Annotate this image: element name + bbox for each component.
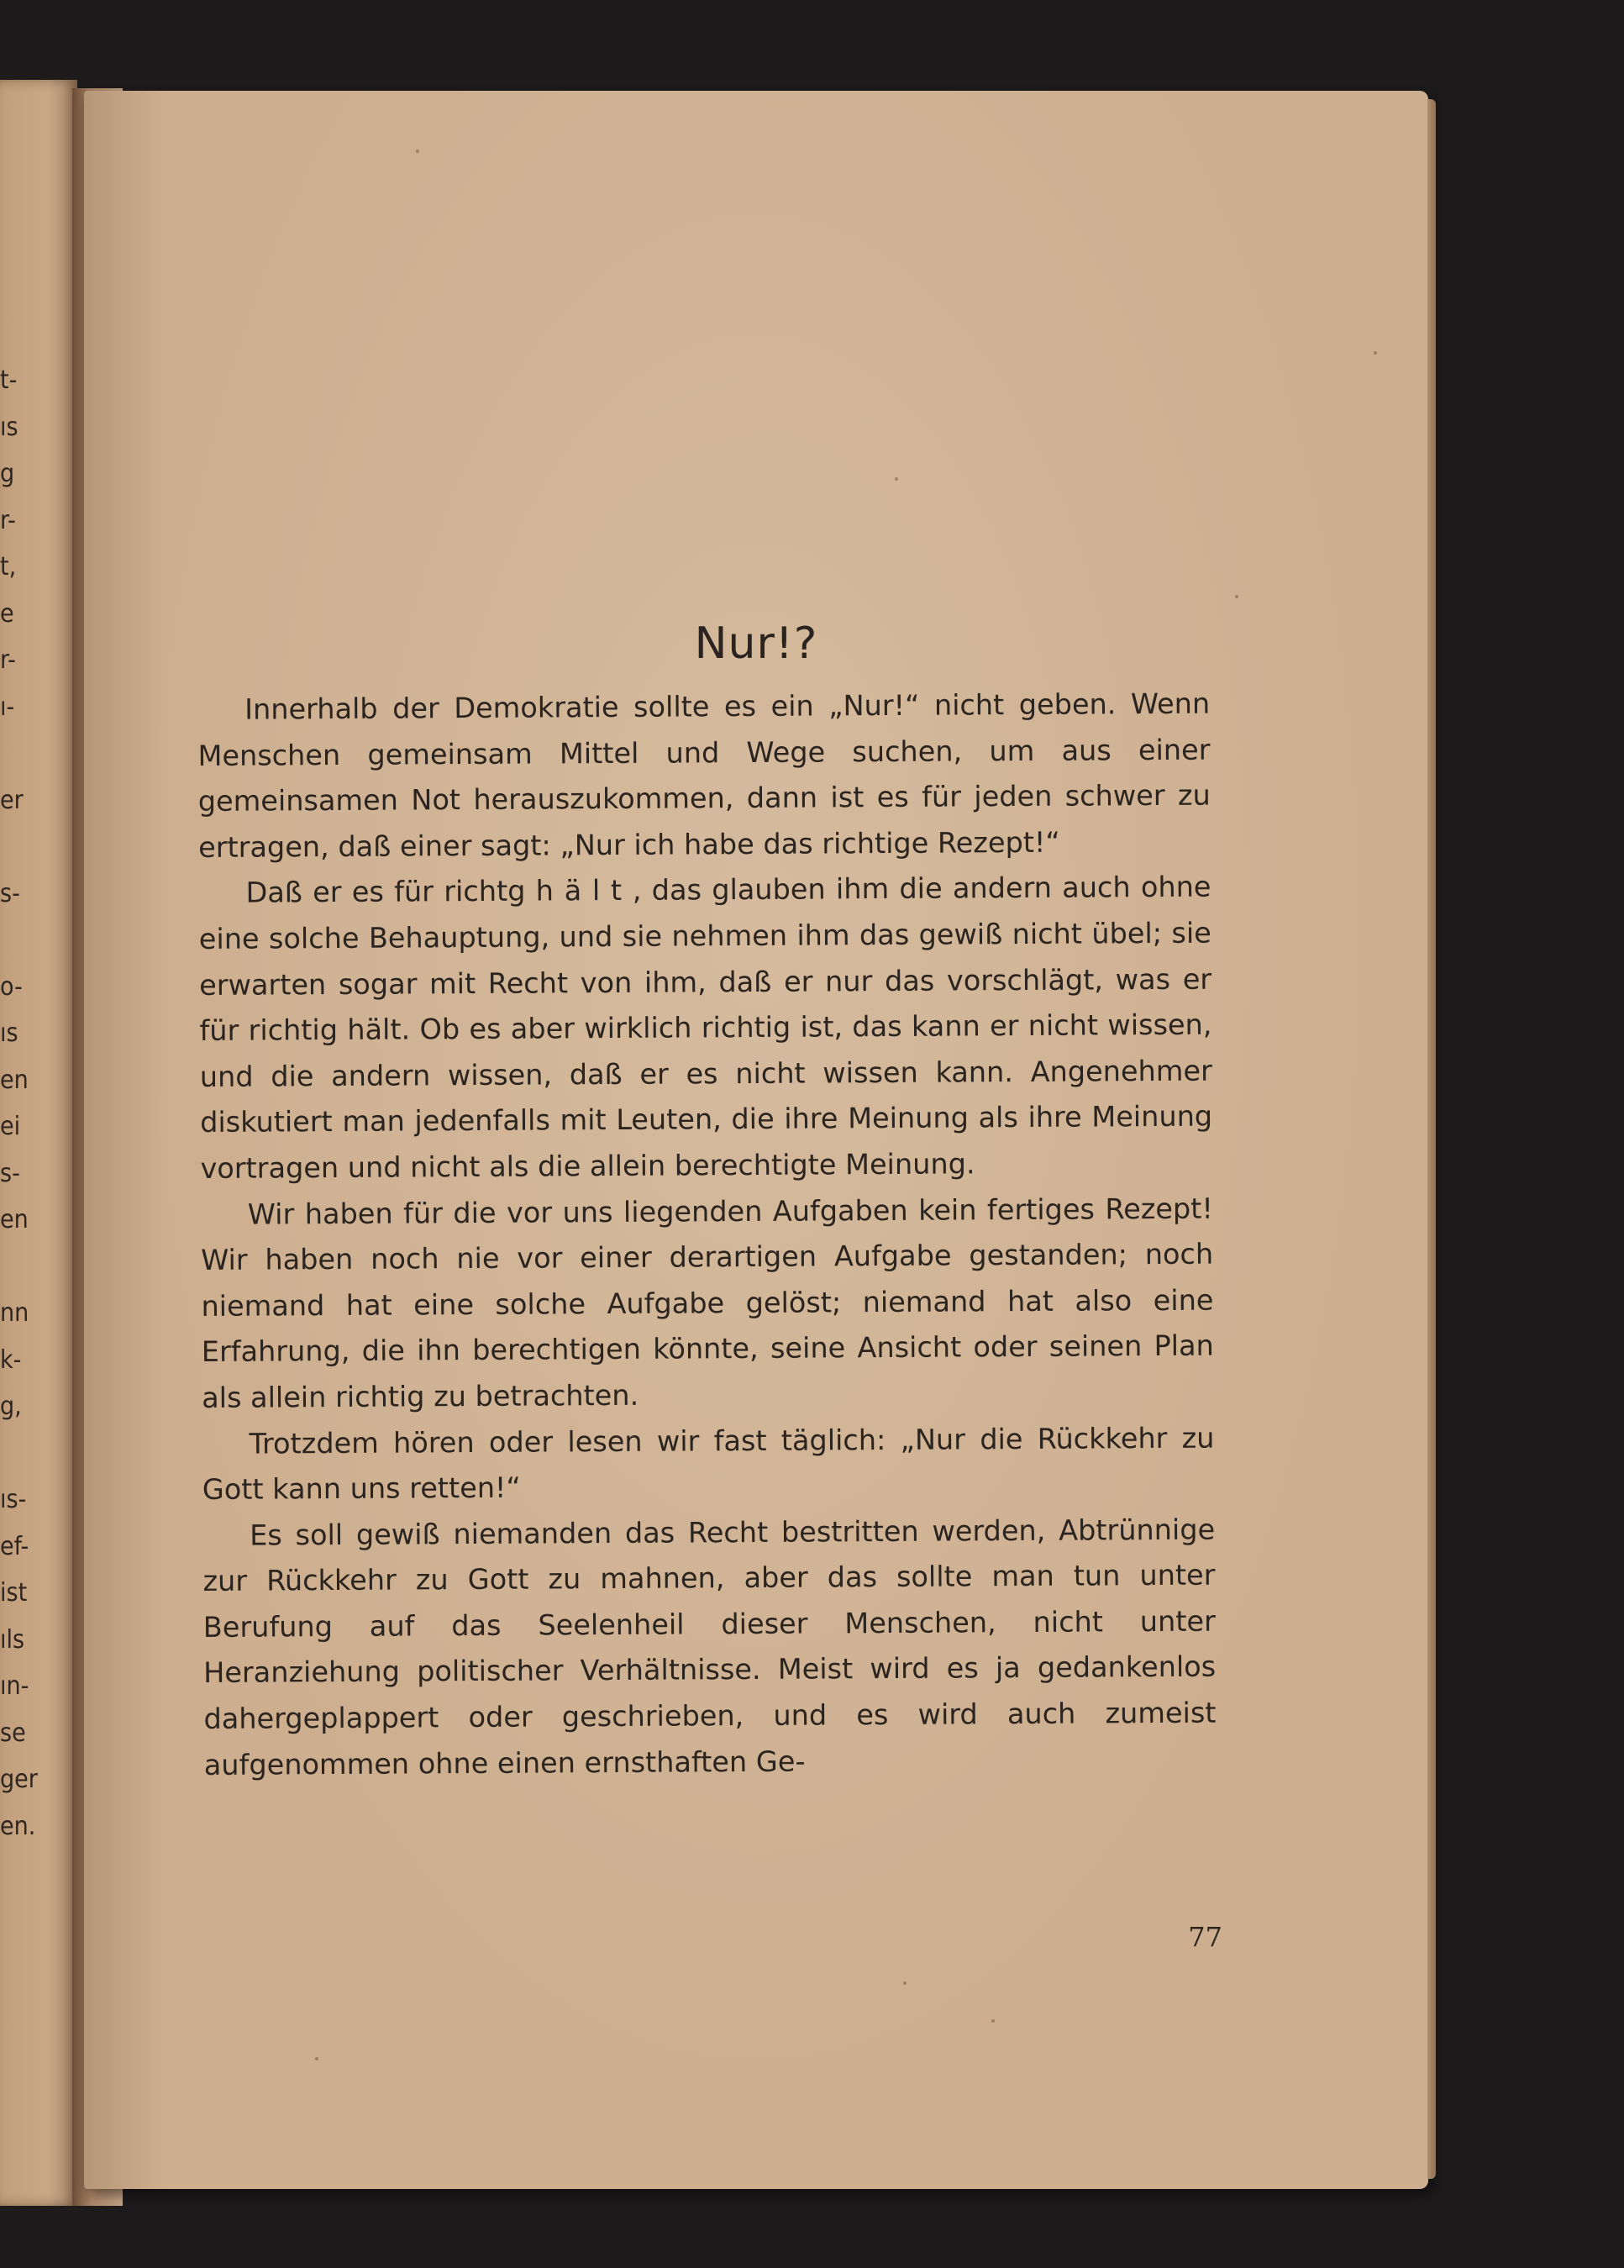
previous-page-fragment: ı- [0,692,15,722]
previous-page-fragment: ıls [0,1624,25,1655]
paper-speck [991,2019,995,2023]
previous-page-fragment: en [0,1065,29,1095]
paper-speck [315,2057,318,2060]
previous-page-fragment: ıs [0,412,18,442]
previous-page-fragment [0,824,25,871]
previous-page-fragment: t- [0,366,18,395]
previous-page-fragment: nn [0,1298,29,1328]
previous-page-fragment: er [0,785,24,815]
paragraph-text: Daß er es für richtg [245,874,536,910]
spaced-emphasis: hält [535,874,633,908]
previous-page-fragment: ef- [0,1531,29,1561]
previous-page-fragment: ger [0,1765,38,1794]
paragraph-text: , das glauben ihm die andern auch ohne eine solche Behauptung, und sie nehmen ihm das gewiß nicht übel; sie erwarten sogar mit Recht von ihm, daß er nur das vorschlägt, was er für richtig hält. Ob es aber wirklich richtig ist, das kann er nicht wissen, und die andern wissen, daß er es nicht wissen kann. Angenehmer diskutiert man jedenfalls mit Leuten, die ihre Meinung als ihre Meinung vortragen und nicht als die allein berechtigte Meinung. [198,871,1213,1185]
previous-page-fragment: ın- [0,1671,29,1701]
paper-speck [903,1981,907,1985]
paper-speck [416,150,419,153]
previous-page-fragment: ei [0,1112,21,1141]
previous-page-fragment: t, [0,552,17,581]
previous-page-fragment: o- [0,971,23,1002]
previous-page-fragment: en [0,1205,29,1234]
paragraph: Wir haben für die vor uns liegenden Aufgaben kein fertiges Rezept! Wir haben noch nie vor einer derartigen Aufgabe gestanden; noch niemand hat eine solche Aufgabe gelöst; niemand hat also eine Erfahrung, die ihn berechtigen könnte, seine Ansicht oder seinen Plan als allein richtig zu betrachten. [201,1192,1214,1414]
previous-page-fragment: ıs- [0,1485,27,1514]
previous-page-fragment: ist [0,1578,28,1608]
previous-page-fragment: en. [0,1811,36,1841]
paper-speck [1235,595,1238,598]
previous-page-fragment: e [0,598,14,629]
previous-page-fragment: g [0,459,15,488]
previous-page-fragment [0,1430,25,1477]
current-page [84,91,1428,2189]
page-number: 77 [1188,1921,1222,1953]
previous-page-fragment [0,730,25,777]
chapter-heading: Nur!? [694,618,818,669]
paragraph [198,865,1212,1192]
previous-page [0,80,77,2206]
previous-page-fragment: ıs [0,1018,18,1048]
paragraph: Trotzdem hören oder lesen wir fast täglich: „Nur die Rückkehr zu Gott kann uns retten!“ [202,1421,1215,1507]
previous-page-fragment [0,1244,25,1291]
previous-page-fragment: s- [0,1158,20,1188]
paragraph: Es soll gewiß niemanden das Recht bestritten werden, Abtrünnige zur Rückkehr zu Gott zu mahnen, aber das sollte man tun unter Berufung auf das Seelenheil dieser Menschen, nicht unter Heranziehung politischer Verhältnisse. Meist wird es ja gedankenlos dahergeplappert oder geschrieben, und es wird auch zumeist aufgenommen ohne einen ernsthaften Ge- [202,1513,1217,1781]
previous-page-fragment: k- [0,1344,22,1375]
previous-page-fragment [0,917,25,964]
paragraph: Innerhalb der Demokratie sollte es ein „Nur!“ nicht geben. Wenn Menschen gemeinsam Mittel und Wege suchen, um aus einer gemeinsamen Not herauszukommen, dann ist es für jeden schwer zu ertragen, daß einer sagt: „Nur ich habe das richtige Rezept!“ [197,687,1211,864]
previous-page-fragment: s- [0,878,20,908]
page-edge [1427,99,1436,2179]
body-text [197,681,1217,1789]
previous-page-text-fragments [0,357,38,1850]
paper-speck [1374,351,1377,355]
previous-page-fragment: g, [0,1392,22,1421]
previous-page-fragment: r- [0,645,16,675]
paper-speck [895,477,898,481]
previous-page-fragment: r- [0,505,16,535]
previous-page-fragment: se [0,1718,26,1748]
